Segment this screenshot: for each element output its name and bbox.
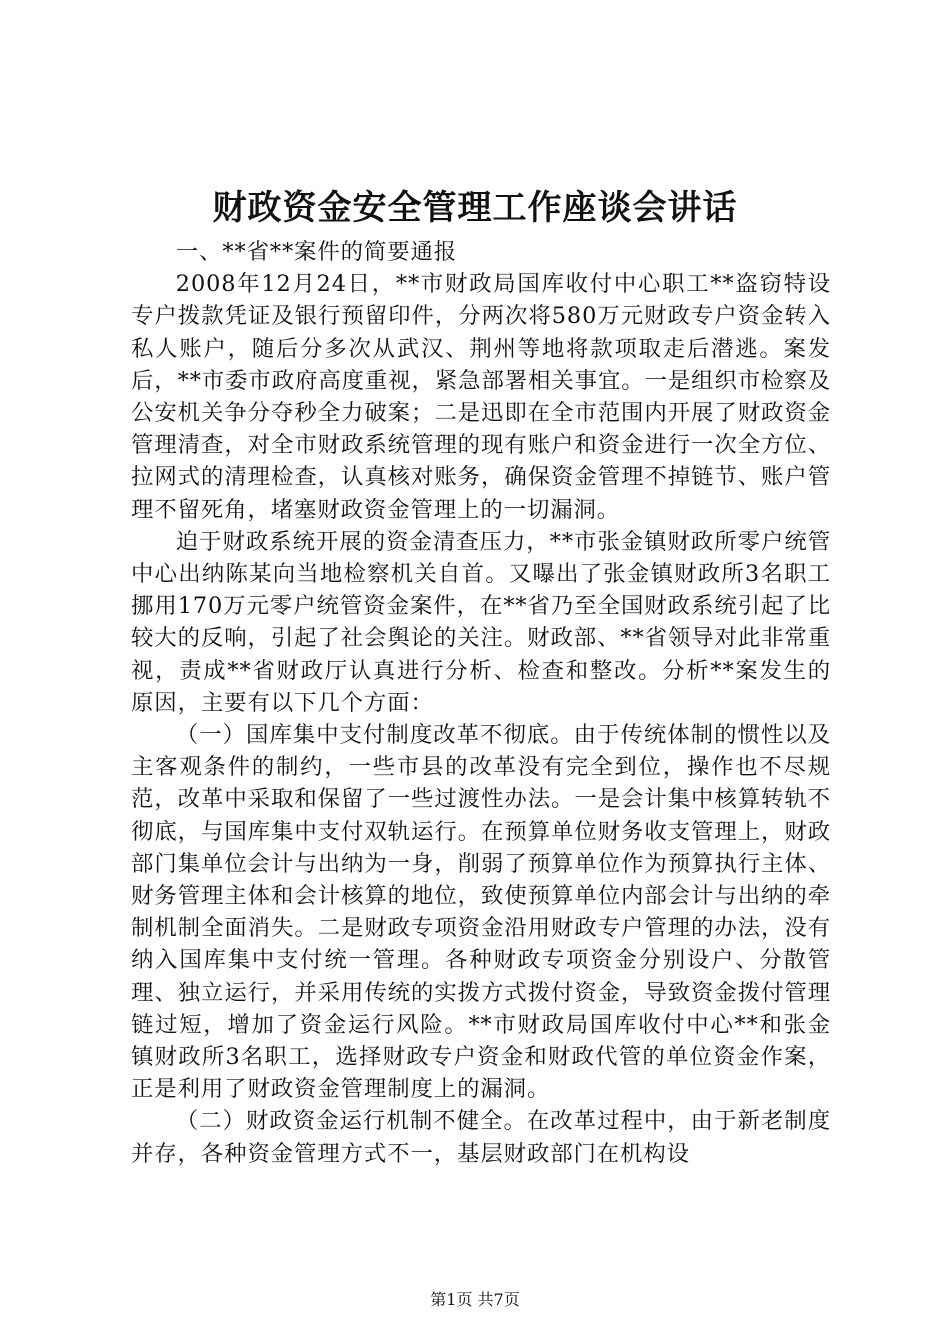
- section-heading: 一、**省**案件的简要通报: [175, 239, 458, 265]
- paragraph: （一）国库集中支付制度改革不彻底。由于传统体制的惯性以及主客观条件的制约，一些市县的改革没有完全到位，操作也不尽规范，改革中采取和保留了一些过渡性办法。一是会计集中核算转轨不彻底，与国库集中支付双轨运行。在预算单位财务收支管理上，财政部门集单位会计与出纳为一身，削弱了预算单位作为预算执行主体、财务管理主体和会计核算的地位，致使预算单位内部会计与出纳的牵制机制全面消失。二是财政专项资金沿用财政专户管理的办法，没有纳入国库集中支付统一管理。各种财政专项资金分别设户、分散管理、独立运行，并采用传统的实拨方式拨付资金，导致资金拨付管理链过短，增加了资金运行风险。**市财政局国库收付中心**和张金镇财政所3名职工，选择财政专户资金和财政代管的单位资金作案，正是利用了财政资金管理制度上的漏洞。: [131, 722, 831, 1103]
- paragraph: 迫于财政系统开展的资金清查压力，**市张金镇财政所零户统管中心出纳陈某向当地检察机关自首。又曝出了张金镇财政所3名职工挪用170万元零户统管资金案件，在**省乃至全国财政系统引起了比较大的反响，引起了社会舆论的关注。财政部、**省领导对此非常重视，责成**省财政厅认真进行分析、检查和整改。分析**案发生的原因，主要有以下几个方面：: [131, 528, 831, 716]
- page-number-footer: 第1页 共7页: [430, 1290, 520, 1309]
- document-title: 财政资金安全管理工作座谈会讲话: [212, 188, 738, 228]
- document-body: [131, 236, 831, 1170]
- paragraph: 2008年12月24日，**市财政局国库收付中心职工**盗窃特设专户拨款凭证及银行预留印件，分两次将580万元财政专户资金转入私人账户，随后分多次从武汉、荆州等地将款项取走后潜逃。案发后，**市委市政府高度重视，紧急部署相关事宜。一是组织市检察及公安机关争分夺秒全力破案；二是迅即在全市范围内开展了财政资金管理清查，对全市财政系统管理的现有账户和资金进行一次全方位、拉网式的清理检查，认真核对账务，确保资金管理不掉链节、账户管理不留死角，堵塞财政资金管理上的一切漏洞。: [131, 271, 831, 523]
- paragraph: （二）财政资金运行机制不健全。在改革过程中，由于新老制度并存，各种资金管理方式不一，基层财政部门在机构设: [131, 1108, 831, 1167]
